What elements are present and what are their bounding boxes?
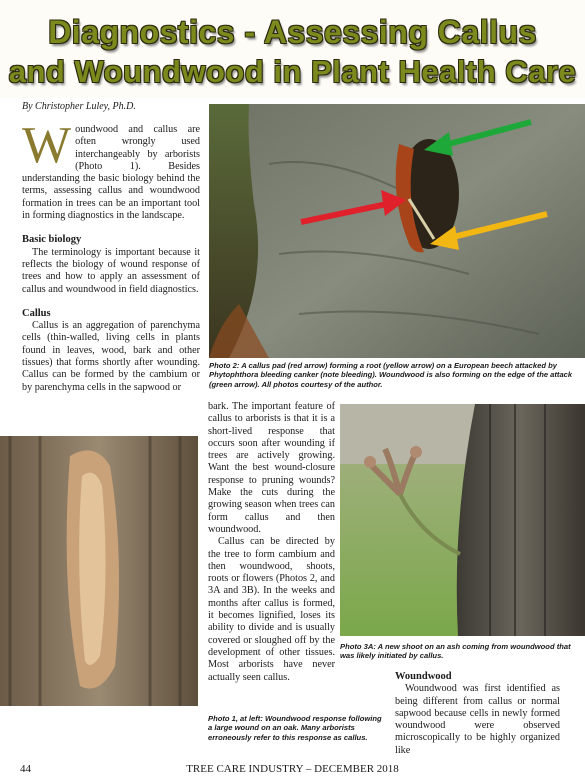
photo-1-image	[0, 436, 198, 706]
heading-basic-biology: Basic biology	[22, 234, 82, 246]
middle-text-2: Callus can be directed by the tree to form cambium and then woundwood, shoots, roots or flowers (Photos 2, and 3A and 3B). In the weeks and months after callus is formed, it becomes lignified, loses its ability to divide and is usually covered or sloughed off by the development of other tissues. Most arborists have never actually seen callus.	[208, 536, 335, 683]
article-title-line1: Diagnostics - Assessing Callus	[48, 14, 537, 50]
dropcap: W	[22, 117, 72, 174]
middle-text-1: bark. The important feature of callus to arborists is that it is a short-lived response that occurs soon after wounding if trees are actively growing. Want the best wound-closure response to pruning wounds? Make the cuts during the growing season when trees can form callus and then woundwood.	[208, 401, 335, 535]
photo-1-oak-woundwood	[0, 436, 198, 706]
intro-text: oundwood and callus are often wrongly used interchangeably by arborists (Photo 1). Besides understanding the basic biology behind the terms, assessing callus and woundwood formation in trees can be an important tool in forming diagnostics in the landscape.	[22, 124, 200, 222]
basic-biology-text: The terminology is important because it reflects the biology of wound response of trees and how to apply an assessment of callus and woundwood in field diagnostics.	[22, 246, 200, 295]
photo-1-caption: Photo 1, at left: Woundwood response following a large wound on an oak. Many arborists erroneously refer to this response as callus.	[208, 714, 382, 742]
heading-callus: Callus	[22, 307, 51, 319]
middle-column	[208, 401, 335, 684]
publication-footer: TREE CARE INDUSTRY – DECEMBER 2018	[186, 763, 399, 775]
photo-2-image	[209, 104, 585, 358]
page-number: 44	[20, 763, 31, 775]
photo-3a-caption: Photo 3A: A new shoot on an ash coming from woundwood that was likely initiated by callus.	[340, 642, 571, 661]
heading-woundwood: Woundwood	[395, 671, 452, 682]
right-column	[395, 671, 560, 757]
woundwood-text: Woundwood was first identified as being different from callus or normal sapwood because cells in newly formed woundwood were observed microscopically to be highly organized like	[395, 683, 560, 756]
photo-3a-image	[340, 404, 585, 636]
byline: By Christopher Luley, Ph.D.	[22, 101, 136, 112]
article-title-line2: and Woundwood in Plant Health Care	[8, 54, 577, 89]
left-column	[22, 117, 200, 394]
photo-2-beech-callus	[209, 104, 585, 358]
photo-2-caption: Photo 2: A callus pad (red arrow) forming a root (yellow arrow) on a European beech attacked by Phytophthora bleeding canker (note bleeding). Woundwood is also forming on the edge of the attack (green arrow). All photos courtesy of the author.	[209, 361, 573, 389]
callus-text: Callus is an aggregation of parenchyma cells (thin-walled, living cells in plants found in leaves, wood, bark and other tissues) that forms shortly after wounding. Callus can be formed by the cambium or by parenchyma cells in the sapwood or	[22, 320, 200, 393]
photo-3a-ash-shoot	[340, 404, 585, 636]
